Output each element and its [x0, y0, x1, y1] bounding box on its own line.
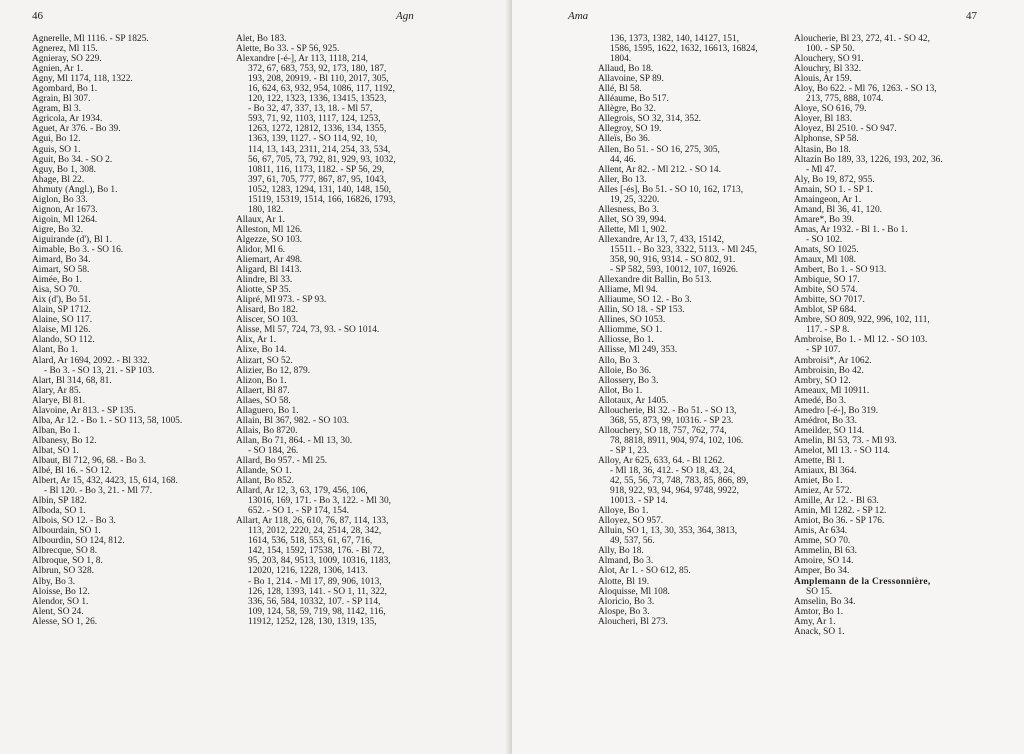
index-entry-line: Ally, Bo 18.	[598, 546, 644, 557]
index-entry-line: Allant, Bo 852.	[236, 476, 294, 487]
index-entry-line: Alouchry, Bl 332.	[794, 64, 862, 75]
index-entry-line: Aguis, SO 1.	[32, 144, 81, 155]
index-entry-line: Alary, Ar 85.	[32, 385, 81, 396]
index-entry-line: Agram, Bl 3.	[32, 104, 81, 115]
index-entry-line: 78, 8818, 8911, 904, 974, 102, 106.	[610, 435, 744, 446]
index-entry-line: Amette, Bl 1.	[794, 455, 845, 466]
index-entry-line: Alby, Bo 3.	[32, 576, 76, 587]
index-entry-line: Allesness, Bo 3.	[598, 204, 659, 215]
index-entry-line: Albourdin, SO 124, 812.	[32, 536, 125, 547]
index-entry-line: Allegroy, SO 19.	[598, 124, 662, 135]
index-entry-line: Allan, Bo 71, 864. - Ml 13, 30.	[236, 435, 353, 446]
index-entry-line: Allègre, Bo 32.	[598, 104, 656, 115]
index-entry-line: Allegrois, SO 32, 314, 352.	[598, 114, 702, 125]
index-entry-line: 213, 775, 888, 1074.	[806, 94, 884, 105]
index-entry-line: Albroque, SO 1, 8.	[32, 556, 103, 567]
index-entry-line: 397, 61, 705, 777, 867, 87, 95, 1043,	[248, 174, 387, 185]
index-entry-line: Allaes, SO 58.	[236, 395, 291, 406]
index-entry-line: Alospe, Bo 3.	[598, 606, 650, 617]
index-entry-line: Aimart, SO 58.	[32, 265, 90, 276]
index-entry-line: 19, 25, 3220.	[610, 194, 660, 205]
index-entry-line: Aix (d'), Bo 51.	[32, 295, 91, 306]
index-entry-line: 1614, 536, 518, 553, 61, 67, 716,	[248, 536, 373, 547]
index-entry-line: Alban, Bo 1.	[32, 425, 80, 436]
index-entry-line: Alles [-és], Bo 51. - SO 10, 162, 1713,	[598, 184, 744, 195]
running-head: Agn	[396, 10, 414, 22]
index-entry-line: Alavoine, Ar 813. - SP 135.	[32, 405, 136, 416]
index-entry-line: Aly, Bo 19, 872, 955.	[794, 174, 875, 185]
index-entry-line: 56, 67, 705, 73, 792, 81, 929, 93, 1032,	[248, 154, 396, 165]
index-entry-line: Amare*, Bo 39.	[794, 214, 854, 225]
index-entry-line: Alard, Ar 1694, 2092. - Bl 332.	[32, 355, 150, 366]
index-entry-line: Amis, Ar 634.	[794, 526, 848, 537]
index-entry-line: Amblot, SP 684.	[794, 305, 857, 316]
index-entry-line: Aiglon, Bo 33.	[32, 194, 88, 205]
index-entry-line: Allé, Bl 58.	[598, 84, 642, 95]
index-entry-line: Alléaume, Bo 517.	[598, 94, 669, 105]
index-entry-line: 358, 90, 916, 9314. - SO 802, 91.	[610, 255, 736, 266]
index-entry-line: 10013. - SP 14.	[610, 496, 668, 507]
index-entry-line: Allaux, Ar 1.	[236, 214, 285, 225]
index-entry-line: Alot, Ar 1. - SO 612, 85.	[598, 566, 691, 577]
index-entry-line: Alisard, Bo 182.	[236, 305, 298, 316]
index-entry-line: Allais, Bo 8720.	[236, 425, 298, 436]
index-entry-line: Amedé, Bo 3.	[794, 395, 847, 406]
index-entry-line: 44, 46.	[610, 154, 636, 165]
index-entry-line: Allaud, Bo 18.	[598, 64, 654, 75]
index-entry-line: Algezze, SO 103.	[236, 234, 303, 245]
index-entry-line: Alidor, Ml 6.	[236, 244, 286, 255]
index-entry-line: 95, 203, 84, 9513, 1009, 10316, 1183,	[248, 556, 391, 567]
index-entry-line: 113, 2012, 2220, 24, 2514, 28, 342,	[248, 526, 382, 537]
index-entry-line: Alliomme, SO 1.	[598, 325, 663, 336]
index-entry-line: Ambitte, SO 7017.	[794, 295, 865, 306]
index-entry-line: Aller, Bo 13.	[598, 174, 647, 185]
index-entry-line: 336, 56, 584, 10332, 107. - SP 114,	[248, 596, 381, 607]
index-entry-line: Alet, Bo 183.	[236, 34, 287, 44]
index-entry-line: Alizier, Bo 12, 879.	[236, 365, 311, 376]
index-entry-line: 1586, 1595, 1622, 1632, 16613, 16824,	[610, 44, 758, 55]
index-entry-line: Allot, Bo 1.	[598, 385, 643, 396]
index-entry-line: Allo, Bo 3.	[598, 355, 640, 366]
index-entry-line: 13016, 169, 171. - Bo 3, 122. - Ml 30,	[248, 496, 391, 507]
index-entry-line: Alloucherie, Bl 32. - Bo 51. - SO 13,	[598, 405, 737, 416]
index-entry-line: Allaert, Bl 87.	[236, 385, 290, 396]
index-entry-line: Allossery, Bo 3.	[598, 375, 659, 386]
index-entry-line: Amats, SO 1025.	[794, 244, 859, 255]
index-entry-line: Amaingeon, Ar 1.	[794, 194, 862, 205]
index-entry-line: Alizon, Bo 1.	[236, 375, 287, 386]
index-entry-line: Allard, Bo 957. - Ml 25.	[236, 455, 328, 466]
index-entry-line: Aguit, Bo 34. - SO 2.	[32, 154, 113, 165]
index-entry-line: 1052, 1283, 1294, 131, 140, 148, 150,	[248, 184, 391, 195]
index-entry-line: Aloucheri, Bl 273.	[598, 616, 668, 627]
index-entry-line: Alix, Ar 1.	[236, 335, 277, 346]
index-entry-line: 126, 128, 1393, 141. - SO 1, 11, 322,	[248, 586, 387, 597]
index-entry-line: Aloy, Bo 622. - Ml 76, 1263. - SO 13,	[794, 84, 937, 95]
index-entry-line: Albin, SP 182.	[32, 496, 87, 507]
index-entry-line: 109, 124, 58, 59, 719, 98, 1142, 116,	[248, 606, 386, 617]
index-entry-line: Alaise, Ml 126.	[32, 325, 91, 336]
index-entry-line: Alloye, Bo 1.	[598, 506, 649, 517]
index-entry-line: Alliaume, SO 12. - Bo 3.	[598, 295, 692, 306]
index-entry-line: Ambert, Bo 1. - SO 913.	[794, 265, 887, 276]
index-entry-line: Ambre, SO 809, 922, 996, 102, 111,	[794, 315, 930, 326]
index-entry-line: 16, 624, 63, 932, 954, 1086, 117, 1192,	[248, 84, 395, 95]
index-entry-line: Aliemart, Ar 498.	[236, 255, 303, 266]
index-entry-line: Alette, Bo 33. - SP 56, 925.	[236, 44, 340, 55]
index-entry-line: Albé, Bl 16. - SO 12.	[32, 466, 112, 477]
index-entry-line: Alando, SO 112.	[32, 335, 95, 346]
index-entry-line: Allaguero, Bo 1.	[236, 405, 299, 416]
index-entry-line: 136, 1373, 1382, 140, 14127, 151,	[610, 34, 739, 44]
index-entry-line: 372, 67, 683, 753, 92, 173, 180, 187,	[248, 64, 387, 75]
index-entry-line: Alaine, SO 117.	[32, 315, 93, 326]
index-entry-line: - SO 102.	[806, 234, 843, 245]
index-entry-line: Amas, Ar 1932. - Bl 1. - Bo 1.	[794, 224, 908, 235]
index-entry-line: Agui, Bo 12.	[32, 134, 81, 145]
index-entry-line: Alent, SO 24.	[32, 606, 84, 617]
index-entry-line: Albert, Ar 15, 432, 4423, 15, 614, 168.	[32, 476, 178, 487]
index-entry-line: Amédrot, Bo 33.	[794, 415, 858, 426]
index-entry-line: Allouchery, SO 18, 757, 762, 774,	[598, 425, 727, 436]
index-entry-line: Allexandre, Ar 13, 7, 433, 15142,	[598, 234, 725, 245]
index-entry-line: Allines, SO 1053.	[598, 315, 666, 326]
index-entry-line: Alart, Bl 314, 68, 81.	[32, 375, 112, 386]
index-entry-line: Alouis, Ar 159.	[794, 74, 852, 85]
index-entry-line: Alizart, SO 52.	[236, 355, 293, 366]
index-entry-line: Ammelin, Bl 63.	[794, 546, 858, 557]
index-entry-line: Albanesy, Bo 12.	[32, 435, 97, 446]
index-entry-line: Amiaux, Bl 364.	[794, 466, 857, 477]
index-entry-line: Alixe, Bo 14.	[236, 345, 287, 356]
index-entry-line: Alliosse, Bo 1.	[598, 335, 654, 346]
index-entry-line: Albourdain, SO 1.	[32, 526, 101, 537]
index-entry-line: Ambique, SO 17.	[794, 275, 860, 286]
index-entry-line: Amiez, Ar 572.	[794, 486, 852, 497]
index-entry-line: Altazin Bo 189, 33, 1226, 193, 202, 36.	[794, 154, 943, 165]
index-entry-line: 49, 537, 56.	[610, 536, 655, 547]
index-entry-line: Aliscer, SO 103.	[236, 315, 299, 326]
index-entry-line: Aguet, Ar 376. - Bo 39.	[32, 124, 121, 135]
index-entry-line: Aloisse, Bo 12.	[32, 586, 90, 597]
index-entry-line: Albois, SO 12. - Bo 3.	[32, 516, 116, 527]
index-entry-line: Aignon, Ar 1673.	[32, 204, 98, 215]
index-entry-line: Allin, SO 18. - SP 153.	[598, 305, 685, 316]
index-entry-line: Aisa, SO 70.	[32, 285, 80, 296]
index-entry-line: - SO 184, 26.	[248, 445, 299, 456]
index-entry-line: Allen, Bo 51. - SO 16, 275, 305,	[598, 144, 720, 155]
index-entry-line: Aloquisse, Ml 108.	[598, 586, 670, 597]
index-entry-line: Alindre, Bl 33.	[236, 275, 293, 286]
index-entry-line: Amper, Bo 34.	[794, 566, 850, 577]
index-entry-line: - Bo 3. - SO 13, 21. - SP 103.	[44, 365, 155, 376]
index-entry-line: Agnerelle, Ml 1116. - SP 1825.	[32, 34, 149, 44]
index-entry-line: Agny, Ml 1174, 118, 1322.	[32, 74, 133, 85]
index-entry-line: - Bo 32, 47, 337, 13, 18. - Ml 57,	[248, 104, 373, 115]
index-column	[598, 34, 784, 627]
index-entry-line: Amille, Ar 12. - Bl 63.	[794, 496, 879, 507]
index-entry-line: Aloucherie, Bl 23, 272, 41. - SO 42,	[794, 34, 930, 44]
index-entry-line: Alipré, Ml 973. - SP 93.	[236, 295, 327, 306]
index-entry-line: - Ml 47.	[806, 164, 837, 175]
index-entry-line: Amand, Bl 36, 41, 120.	[794, 204, 883, 215]
index-entry-line: Allisse, Ml 249, 353.	[598, 345, 678, 356]
index-entry-line: Agricola, Ar 1934.	[32, 114, 103, 125]
index-entry-line: Amelot, Ml 13. - SO 114.	[794, 445, 891, 456]
index-entry-line: Allet, SO 39, 994.	[598, 214, 667, 225]
index-entry-line: Alboda, SO 1.	[32, 506, 86, 517]
index-entry-line: Allotaux, Ar 1405.	[598, 395, 669, 406]
index-column	[32, 34, 232, 627]
index-entry-line: Almand, Bo 3.	[598, 556, 654, 567]
index-entry-line: - SP 1, 23.	[610, 445, 649, 456]
index-entry-line: Albaut, Bl 712, 96, 68. - Bo 3.	[32, 455, 147, 466]
index-entry-line: Ambite, SO 574.	[794, 285, 858, 296]
index-entry-line: Amelin, Bl 53, 73. - Ml 93.	[794, 435, 897, 446]
index-entry-line: Allart, Ar 118, 26, 610, 76, 87, 114, 133,	[236, 516, 389, 527]
index-entry-line: Amtor, Bo 1.	[794, 606, 844, 617]
index-entry-line: Allette, Ml 1, 902.	[598, 224, 668, 235]
index-entry-line: Allent, Ar 82. - Ml 212. - SO 14.	[598, 164, 721, 175]
index-entry-line: Alloy, Ar 625, 633, 64. - Bl 1262.	[598, 455, 725, 466]
index-entry-line: Aimard, Bo 34.	[32, 255, 91, 266]
index-entry-line: Albat, SO 1.	[32, 445, 79, 456]
index-entry-line: Allavoine, SP 89.	[598, 74, 664, 85]
index-entry-line: Aloyez, Bl 2510. - SO 947.	[794, 124, 897, 135]
index-entry-line: Allexandre dit Ballin, Bo 513.	[598, 275, 712, 286]
index-entry-line: Amiot, Bo 36. - SP 176.	[794, 516, 885, 527]
index-entry-line: 100. - SP 50.	[806, 44, 855, 55]
index-entry-line: Amme, SO 70.	[794, 536, 851, 547]
index-entry-line: Aligard, Bl 1413.	[236, 265, 302, 276]
index-entry-line: - SP 107.	[806, 345, 841, 356]
index-entry-line: Aloyer, Bl 183.	[794, 114, 852, 125]
running-head: Ama	[568, 10, 589, 22]
index-entry-line: Ameilder, SO 114.	[794, 425, 865, 436]
index-entry-line: Aimée, Bo 1.	[32, 275, 82, 286]
index-entry-line: 10811, 116, 1173, 1182. - SP 56, 29,	[248, 164, 385, 175]
index-entry-line: Alliame, Ml 94.	[598, 285, 658, 296]
index-entry-line: Amiet, Bo 1.	[794, 476, 843, 487]
index-entry-line: 15511. - Bo 323, 3322, 5113. - Ml 245,	[610, 244, 757, 255]
index-entry-line: 120, 122, 1323, 1336, 13415, 13523,	[248, 94, 387, 105]
index-column	[236, 34, 502, 627]
index-entry-line: Agnieray, SO 229.	[32, 54, 102, 65]
index-entry-line: Albrecque, SO 8.	[32, 546, 98, 557]
index-entry-line: 180, 182.	[248, 204, 284, 215]
index-entry-line: Agnerez, Ml 115.	[32, 44, 98, 55]
index-entry-line: SO 15.	[806, 586, 833, 597]
index-entry-line: Alisse, Ml 57, 724, 73, 93. - SO 1014.	[236, 325, 380, 336]
index-entry-line: Aloricio, Bo 3.	[598, 596, 655, 607]
index-entry-line: - SP 582, 593, 10012, 107, 16926.	[610, 265, 739, 276]
index-entry-line: Alant, Bo 1.	[32, 345, 78, 356]
index-entry-line: 193, 208, 20919. - Bl 110, 2017, 305,	[248, 74, 389, 85]
index-entry-line: 1804.	[610, 54, 632, 65]
index-entry-line: 593, 71, 92, 1103, 1117, 124, 1253,	[248, 114, 381, 125]
index-entry-line: - Ml 18, 36, 412. - SO 18, 43, 24,	[610, 466, 736, 477]
index-entry-line: Allard, Ar 12, 3, 63, 179, 456, 106,	[236, 486, 368, 497]
page-number: 46	[32, 10, 43, 22]
index-entry-line: Aigoin, Ml 1264.	[32, 214, 98, 225]
index-entry-line: - Bl 120. - Bo 3, 21. - Ml 77.	[44, 486, 153, 497]
index-entry-line: 12020, 1216, 1228, 1306, 1413.	[248, 566, 368, 577]
index-entry-line: 142, 154, 1592, 17538, 176. - Bl 72,	[248, 546, 385, 557]
index-entry-line: Aloye, SO 616, 79.	[794, 104, 867, 115]
index-entry-line: Amoire, SO 14.	[794, 556, 854, 567]
index-entry-line: Amain, SO 1. - SP 1.	[794, 184, 873, 195]
page-number: 47	[966, 10, 977, 22]
index-entry-line: Alleïs, Bo 36.	[598, 134, 651, 145]
index-entry-line: Alain, SP 1712.	[32, 305, 92, 316]
index-entry-line: Ambroisi*, Ar 1062.	[794, 355, 872, 366]
index-entry-line: 15119, 15319, 1514, 166, 16826, 1793,	[248, 194, 396, 205]
index-entry-line: Albrun, SO 328.	[32, 566, 94, 577]
index-entry-line: 1363, 139, 1127. - SO 114, 92, 10,	[248, 134, 378, 145]
index-entry-line: Agrain, Bl 307.	[32, 94, 91, 105]
index-entry-line: Alleston, Ml 126.	[236, 224, 303, 235]
index-entry-line: Alba, Ar 12. - Bo 1. - SO 113, 58, 1005.	[32, 415, 183, 426]
index-entry-line: Amedro [-é-], Bo 319.	[794, 405, 879, 416]
index-entry-line: Aigre, Bo 32.	[32, 224, 84, 235]
index-entry-line: 117. - SP 8.	[806, 325, 850, 336]
index-entry-line: 1263, 1272, 12812, 1336, 134, 1355,	[248, 124, 387, 135]
index-entry-line: Amplemann de la Cressonnière,	[794, 576, 931, 587]
index-entry-line: Agnien, Ar 1.	[32, 64, 84, 75]
index-entry-line: Alesse, SO 1, 26.	[32, 616, 98, 627]
index-entry-line: Allande, SO 1.	[236, 466, 292, 477]
index-entry-line: Alloyez, SO 957.	[598, 516, 664, 527]
index-entry-line: Aiguirande (d'), Bl 1.	[32, 234, 113, 245]
index-entry-line: Anack, SO 1.	[794, 626, 845, 637]
index-entry-line: Alphonse, SP 58.	[794, 134, 859, 145]
index-entry-line: Ambroise, Bo 1. - Ml 12. - SO 103.	[794, 335, 928, 346]
index-entry-line: Aimable, Bo 3. - SO 16.	[32, 244, 124, 255]
index-entry-line: Alendor, SO 1.	[32, 596, 89, 607]
index-entry-line: Aliotte, SP 35.	[236, 285, 291, 296]
index-entry-line: Ameaux, Ml 10911.	[794, 385, 870, 396]
index-entry-line: Amin, Ml 1282. - SP 12.	[794, 506, 887, 517]
index-entry-line: Alluin, SO 1, 13, 30, 353, 364, 3813,	[598, 526, 738, 537]
index-entry-line: Amaux, Ml 108.	[794, 255, 856, 266]
index-entry-line: Aguy, Bo 1, 308.	[32, 164, 96, 175]
index-entry-line: Amy, Ar 1.	[794, 616, 836, 627]
index-entry-line: Altasin, Bo 18.	[794, 144, 851, 155]
index-entry-line: 42, 55, 56, 73, 748, 783, 85, 866, 89,	[610, 476, 749, 487]
index-entry-line: Allain, Bl 367, 982. - SO 103.	[236, 415, 350, 426]
index-entry-line: 114, 13, 143, 2311, 214, 254, 33, 534,	[248, 144, 391, 155]
index-entry-line: Agombard, Bo 1.	[32, 84, 98, 95]
index-entry-line: 652. - SO 1. - SP 174, 154.	[248, 506, 349, 517]
index-entry-line: 368, 55, 873, 99, 10316. - SP 23.	[610, 415, 734, 426]
index-entry-line: Ambry, SO 12.	[794, 375, 851, 386]
index-entry-line: Alexandre [-é-], Ar 113, 1118, 214,	[236, 54, 368, 65]
index-entry-line: - Bo 1, 214. - Ml 17, 89, 906, 1013,	[248, 576, 382, 587]
index-entry-line: Alouchery, SO 91.	[794, 54, 864, 65]
index-entry-line: 918, 922, 93, 94, 964, 9748, 9922,	[610, 486, 739, 497]
index-entry-line: Alarye, Bl 81.	[32, 395, 86, 406]
index-entry-line: Alotte, Bl 19.	[598, 576, 650, 587]
index-column	[794, 34, 1020, 637]
index-entry-line: Amselin, Bo 34.	[794, 596, 856, 607]
index-entry-line: Ambroisin, Bo 42.	[794, 365, 864, 376]
index-entry-line: 11912, 1252, 128, 130, 1319, 135,	[248, 616, 377, 627]
index-entry-line: Ahmuty (Angl.), Bo 1.	[32, 184, 118, 195]
index-entry-line: Alloie, Bo 36.	[598, 365, 652, 376]
index-entry-line: Ahage, Bl 22.	[32, 174, 85, 185]
right-page	[512, 0, 1024, 754]
